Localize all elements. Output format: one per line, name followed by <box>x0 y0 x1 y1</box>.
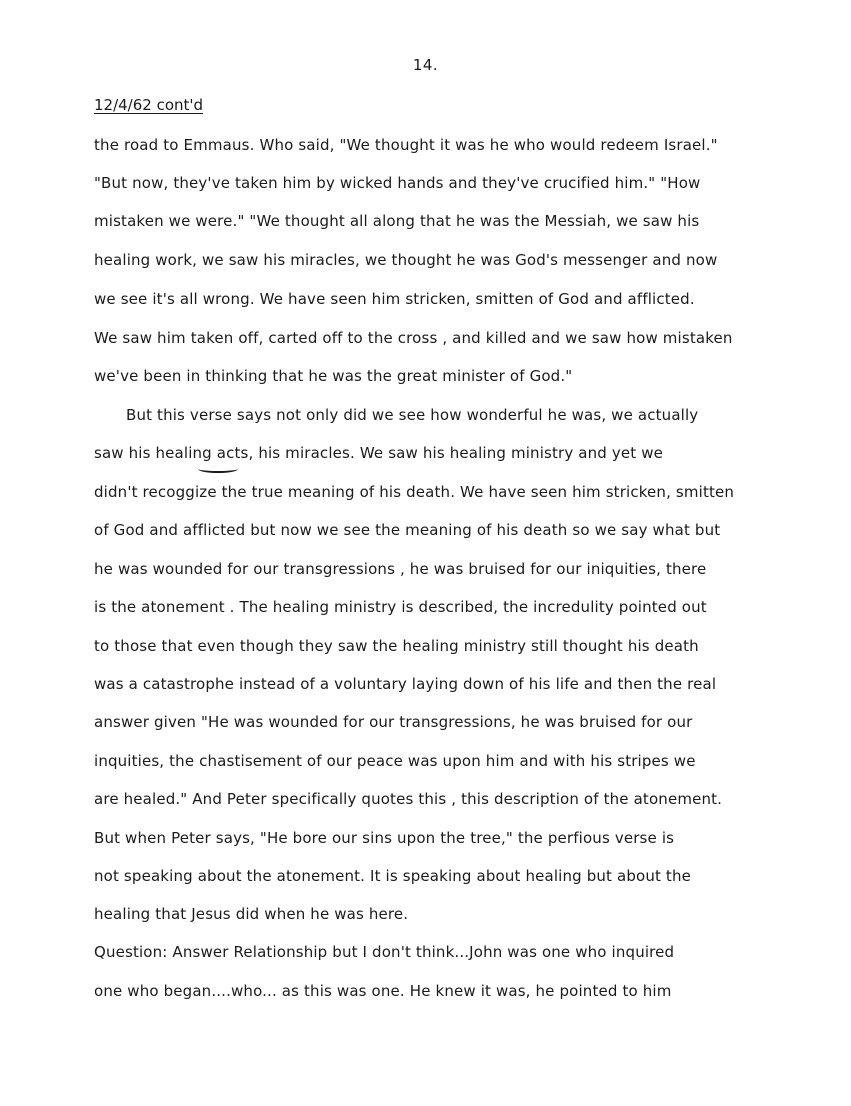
text-line: didn't recoggize the true meaning of his death. We have seen him stricken, smitten <box>94 483 735 501</box>
text-line: was a catastrophe instead of a voluntary laying down of his life and then the real <box>94 675 717 693</box>
date-heading: 12/4/62 cont'd <box>94 96 204 114</box>
text-line: answer given "He was wounded for our transgressions, he was bruised for our <box>94 713 693 731</box>
text-line: "But now, they've taken him by wicked hands and they've crucified him." "How <box>94 174 701 192</box>
text-line: inquities, the chastisement of our peace was upon him and with his stripes we <box>94 752 696 770</box>
text-line: we see it's all wrong. We have seen him stricken, smitten of God and afflicted. <box>94 290 695 308</box>
text-line: to those that even though they saw the healing ministry still thought his death <box>94 637 699 655</box>
text-line: healing that Jesus did when he was here. <box>94 905 409 923</box>
text-line: are healed." And Peter specifically quotes this , this description of the atonement. <box>94 790 723 808</box>
text-line: We saw him taken off, carted off to the cross , and killed and we saw how mistaken <box>94 329 733 347</box>
text-line: of God and afflicted but now we see the meaning of his death so we say what but <box>94 521 721 539</box>
text-line: one who began....who... as this was one. He knew it was, he pointed to him <box>94 982 672 1000</box>
text-line: saw his healing acts, his miracles. We saw his healing ministry and yet we <box>94 444 664 462</box>
handwritten-underline <box>198 465 238 473</box>
text-line: healing work, we saw his miracles, we thought he was God's messenger and now <box>94 251 718 269</box>
page-number: 14. <box>412 56 439 74</box>
text-line: not speaking about the atonement. It is speaking about healing but about the <box>94 867 692 885</box>
text-line: we've been in thinking that he was the great minister of God." <box>94 367 573 385</box>
text-line: Question: Answer Relationship but I don't think...John was one who inquired <box>94 943 675 961</box>
text-line: But when Peter says, "He bore our sins upon the tree," the perfious verse is <box>94 829 675 847</box>
text-line: the road to Emmaus. Who said, "We thought it was he who would redeem Israel." <box>94 136 718 154</box>
text-line: is the atonement . The healing ministry is described, the incredulity pointed out <box>94 598 707 616</box>
text-line: But this verse says not only did we see how wonderful he was, we actually <box>126 406 699 424</box>
text-line: mistaken we were." "We thought all along that he was the Messiah, we saw his <box>94 212 700 230</box>
text-line: he was wounded for our transgressions , he was bruised for our iniquities, there <box>94 560 707 578</box>
